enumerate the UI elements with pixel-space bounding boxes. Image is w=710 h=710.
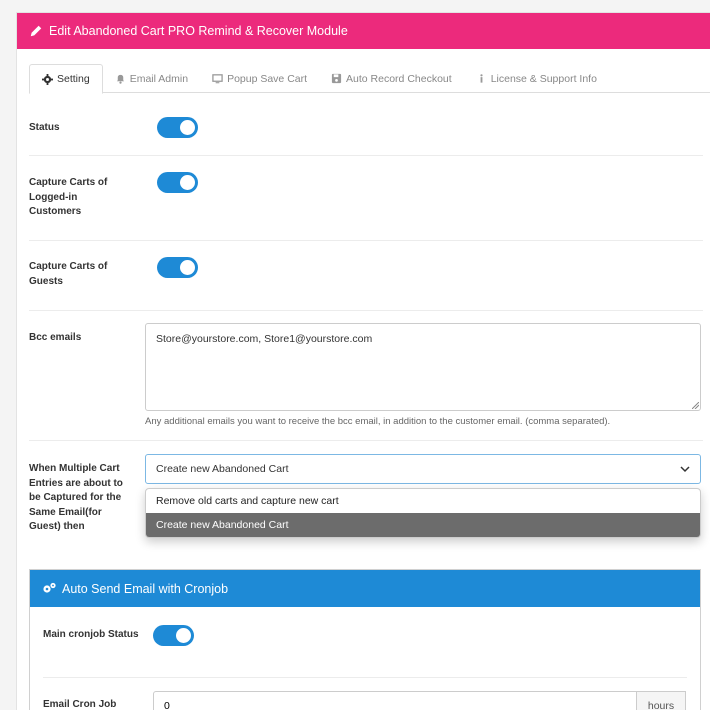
select-value: Create new Abandoned Cart [156, 463, 289, 475]
resize-grip-icon[interactable] [692, 402, 699, 409]
capture-logged-label: Capture Carts of Logged-in Customers [29, 177, 108, 217]
hours-addon: hours [636, 691, 686, 710]
status-toggle[interactable] [157, 117, 198, 138]
divider [43, 677, 687, 678]
capture-logged-row [29, 156, 703, 241]
bell-icon [115, 73, 126, 84]
status-label: Status [29, 122, 60, 133]
tab-bar [29, 64, 710, 93]
save-icon [331, 73, 342, 84]
cron-panel-header [30, 570, 700, 607]
email-cron-label: Email Cron Job [43, 699, 117, 710]
tab-label: Auto Record Checkout [346, 72, 452, 85]
info-icon [476, 73, 487, 84]
option-remove-old[interactable]: Remove old carts and capture new cart [156, 495, 339, 507]
bcc-hint: Any additional emails you want to receive the bcc email, in addition to the customer email. (comma separated). [145, 416, 611, 427]
tab-setting[interactable] [29, 64, 103, 94]
cron-panel [29, 569, 701, 710]
monitor-icon [212, 73, 223, 84]
tab-label: Popup Save Cart [227, 72, 308, 85]
cron-status-label: Main cronjob Status [43, 629, 139, 640]
tab-popup-save-cart[interactable] [200, 64, 319, 93]
capture-guests-toggle[interactable] [157, 257, 198, 278]
tab-label: License & Support Info [490, 72, 597, 85]
cron-status-toggle[interactable] [153, 625, 194, 646]
bcc-emails-field[interactable] [145, 323, 701, 411]
email-cron-input[interactable] [153, 691, 637, 710]
capture-logged-toggle[interactable] [157, 172, 198, 193]
multiple-entries-label: When Multiple Cart Entries are about to be Captured for the Same Email(for Guest) then [29, 463, 123, 532]
capture-guests-label: Capture Carts of Guests [29, 261, 108, 287]
option-create-new[interactable]: Create new Abandoned Cart [146, 513, 700, 537]
tab-license-support[interactable] [464, 64, 609, 93]
bcc-label: Bcc emails [29, 332, 82, 343]
gears-icon [42, 582, 57, 595]
tab-email-admin[interactable] [103, 64, 200, 93]
gear-icon [42, 74, 53, 85]
capture-guests-row [29, 241, 703, 311]
tab-label: Email Admin [129, 72, 189, 85]
cron-panel-title: Auto Send Email with Cronjob [62, 581, 229, 596]
tab-label: Setting [57, 73, 90, 85]
module-panel [16, 12, 710, 710]
pencil-icon [29, 24, 43, 38]
tab-auto-record-checkout[interactable] [319, 64, 464, 93]
panel-title: Edit Abandoned Cart PRO Remind & Recover Module [49, 24, 348, 38]
multiple-entries-dropdown [145, 488, 701, 538]
status-row [29, 99, 703, 156]
multiple-entries-select[interactable] [145, 454, 701, 484]
chevron-down-icon [680, 466, 690, 473]
panel-header [17, 13, 710, 49]
